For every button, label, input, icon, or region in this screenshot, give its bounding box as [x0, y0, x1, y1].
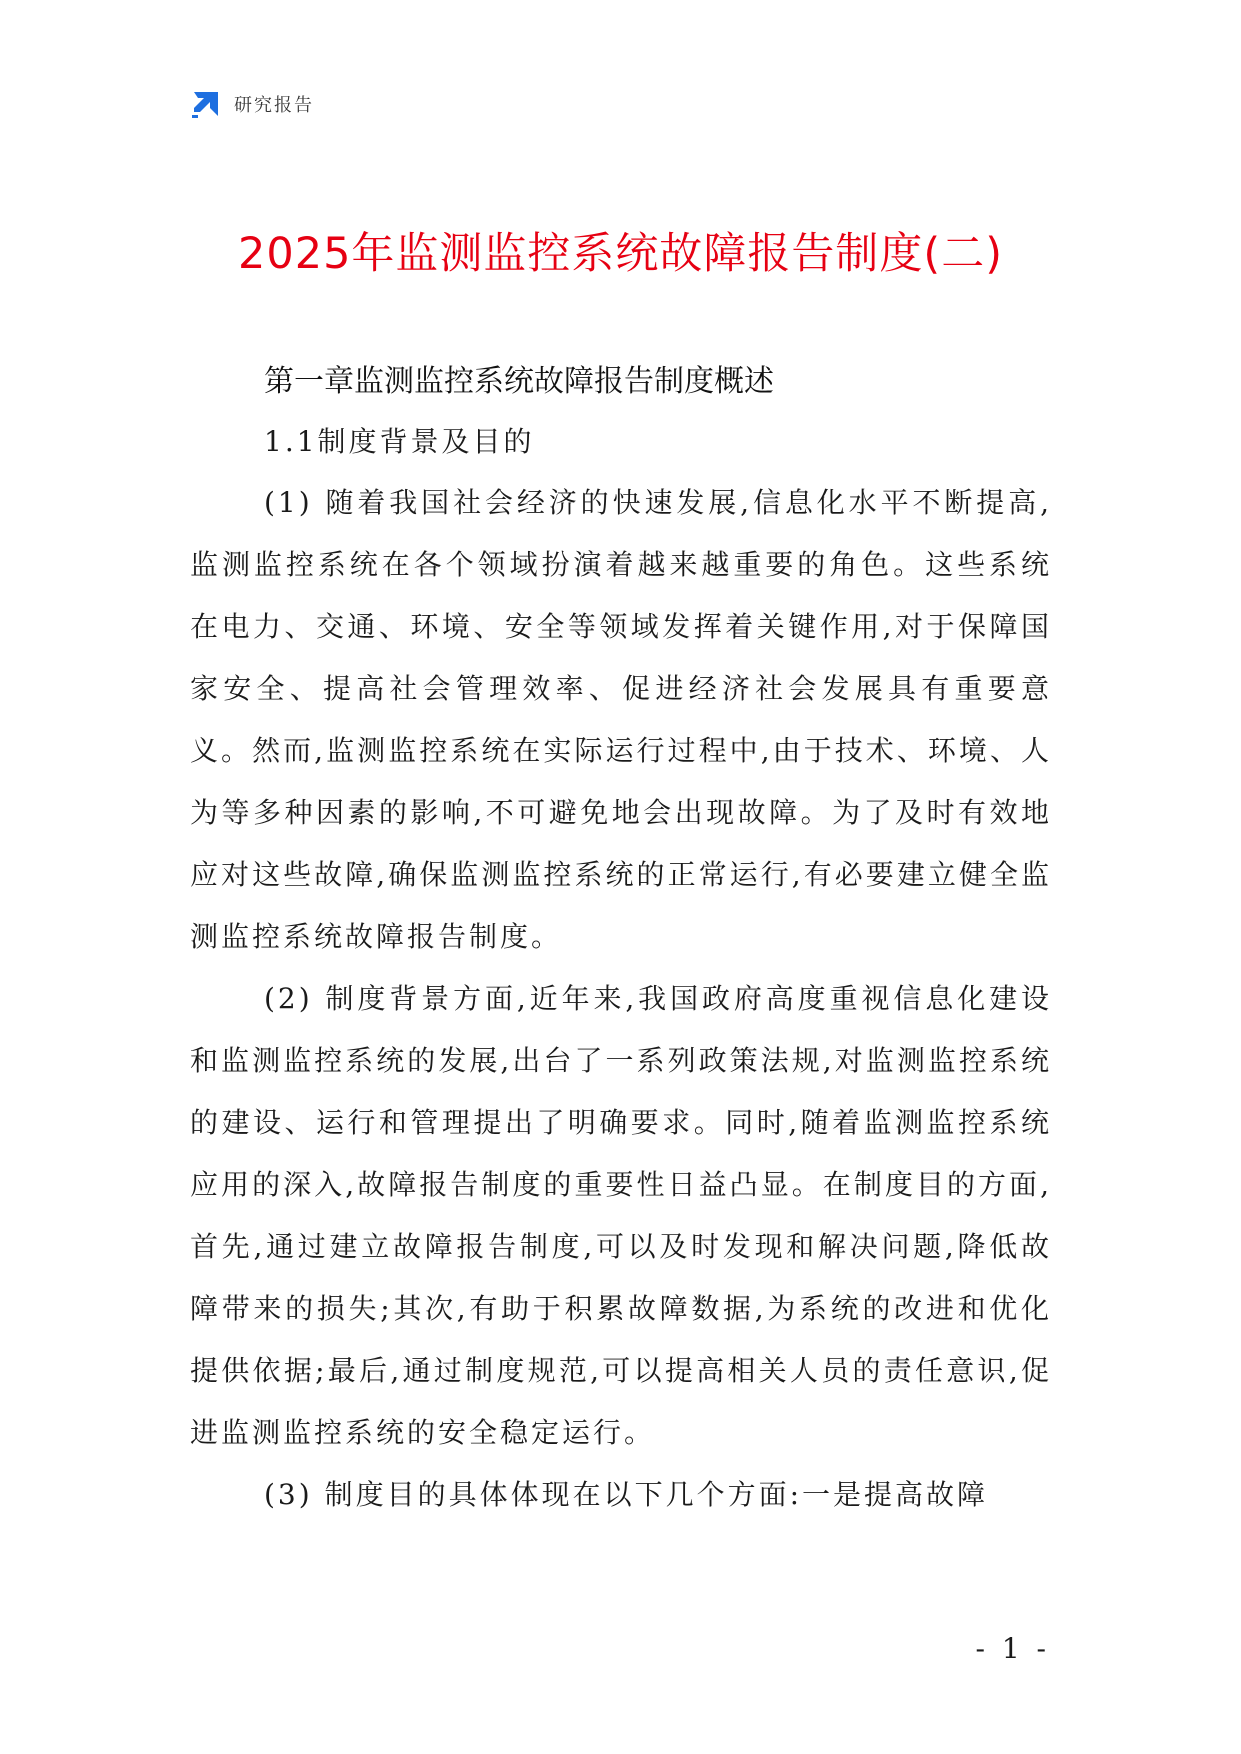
header-label: 研究报告 [234, 95, 314, 116]
document-title: 2025年监测监控系统故障报告制度(二) [238, 229, 1003, 279]
arrow-up-right-icon [190, 88, 222, 120]
document-body [190, 352, 1052, 1526]
report-header [190, 86, 314, 122]
page-number: - 1 - [975, 1632, 1050, 1665]
paragraph-2: (2) 制度背景方面,近年来,我国政府高度重视信息化建设和监测监控系统的发展,出台了一系列政策法规,对监测监控系统的建设、运行和管理提出了明确要求。同时,随着监测监控系统应用的深入,故障报告制度的重要性日益凸显。在制度目的方面,首先,通过建立故障报告制度,可以及时发现和解决问题,降低故障带来的损失;其次,有助于积累故障数据,为系统的改进和优化提供依据;最后,通过制度规范,可以提高相关人员的责任意识,促进监测监控系统的安全稳定运行。 [190, 982, 1052, 1449]
chapter-heading: 第一章监测监控系统故障报告制度概述 [264, 364, 774, 399]
paragraph-1: (1) 随着我国社会经济的快速发展,信息化水平不断提高,监测监控系统在各个领域扮演着越来越重要的角色。这些系统在电力、交通、环境、安全等领域发挥着关键作用,对于保障国家安全、提高社会管理效率、促进经济社会发展具有重要意义。然而,监测监控系统在实际运行过程中,由于技术、环境、人为等多种因素的影响,不可避免地会出现故障。为了及时有效地应对这些故障,确保监测监控系统的正常运行,有必要建立健全监测监控系统故障报告制度。 [190, 486, 1052, 953]
paragraph-3: (3) 制度目的具体体现在以下几个方面:一是提高故障 [264, 1478, 988, 1511]
section-heading: 1.1制度背景及目的 [264, 425, 535, 458]
